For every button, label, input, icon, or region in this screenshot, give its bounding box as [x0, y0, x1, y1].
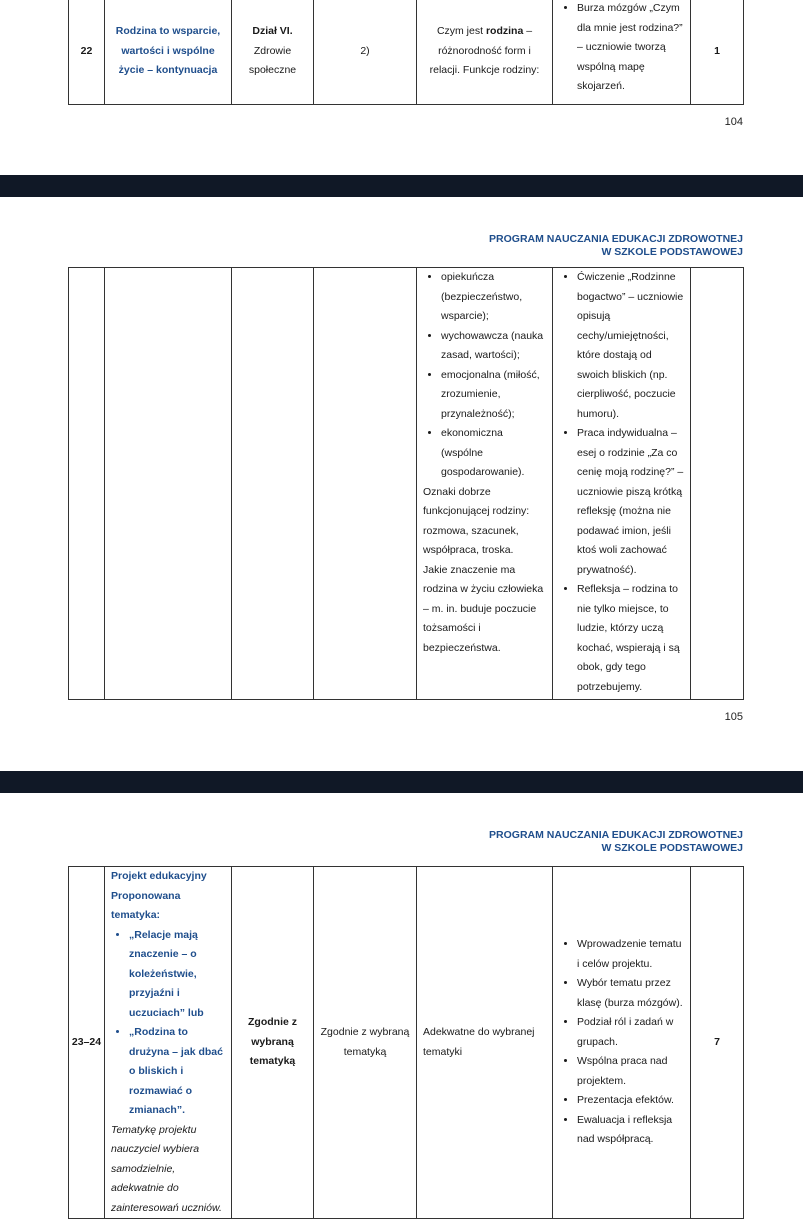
content-post: – różnorodność form i relacji. Funkcje rodziny: — [429, 25, 540, 77]
list-item: • Wybór tematu przez klasę (burza mózgów). — [577, 974, 684, 1013]
list-item: • Wprowadzenie tematu i celów projektu. — [577, 935, 684, 974]
content-cell — [417, 0, 553, 105]
header-line-2: W SZKOLE PODSTAWOWEJ — [601, 842, 743, 854]
lesson-number: 22 — [69, 0, 105, 105]
list-item: • Prezentacja efektów. — [577, 1091, 684, 1111]
project-note: Tematykę projektu nauczyciel wybiera samodzielnie, adekwatnie do zainteresowań uczniów. — [111, 1123, 222, 1214]
content-pre: Czym jest — [436, 25, 486, 38]
hours-cell: 1 — [691, 0, 744, 105]
page-header — [489, 233, 743, 259]
meaning-text: Jakie znaczenie ma rodzina w życiu człowieka – m. in. buduje poczucie tożsamości i bezpieczeństwa. — [423, 563, 544, 654]
page-separator — [0, 175, 803, 197]
project-proposed: Proponowana tematyka: — [111, 889, 181, 921]
curriculum-section — [232, 0, 314, 105]
methods-list — [559, 935, 684, 1150]
methods-cell — [553, 867, 691, 1219]
list-item: • emocjonalna (miłość, zrozumienie, przynależność); — [441, 366, 546, 425]
methods-list — [559, 268, 684, 697]
page-number: 104 — [724, 116, 743, 128]
lesson-topic: Rodzina to wsparcie, wartości i wspólne życie – kontynuacja — [105, 0, 232, 105]
signs-text: Oznaki dobrze funkcjonującej rodziny: rozmowa, szacunek, współpraca, troska. — [423, 485, 530, 556]
list-item: • Podział ról i zadań w grupach. — [577, 1013, 684, 1052]
content-cell: Adekwatne do wybranej tematyki — [417, 867, 553, 1219]
curriculum-table-page-104 — [68, 0, 744, 105]
requirement-ref: Zgodnie z wybraną tematyką — [314, 867, 417, 1219]
project-topics-list — [111, 926, 225, 1121]
page-separator — [0, 771, 803, 793]
header-line-1: PROGRAM NAUCZANIA EDUKACJI ZDROWOTNEJ — [489, 829, 743, 841]
list-item: • Wspólna praca nad projektem. — [577, 1052, 684, 1091]
list-item: • Ćwiczenie „Rodzinne bogactwo” – uczniowie opisują cechy/umiejętności, które dostają od swoich bliskich (np. cierpliwość, poczucie humoru). — [577, 268, 684, 424]
lesson-topic — [105, 268, 232, 700]
list-item: • Praca indywidualna – esej o rodzinie „Za co cenię moją rodzinę?” – uczniowie piszą krótką refleksję (można nie podawać imion, jeśli ktoś woli zachować prywatność). — [577, 424, 684, 580]
list-item: • „Rodzina to drużyna – jak dbać o bliskich i rozmawiać o zmianach”. — [129, 1023, 225, 1121]
curriculum-table-page-105 — [68, 267, 744, 700]
content-cell — [417, 268, 553, 700]
table-row — [69, 0, 744, 105]
requirement-ref: 2) — [314, 0, 417, 105]
section-name: Zdrowie społeczne — [248, 44, 297, 77]
list-item: • ekonomiczna (wspólne gospodarowanie). — [441, 424, 546, 483]
family-functions-list — [423, 268, 546, 483]
page-header — [489, 829, 743, 855]
list-item: • Refleksja – rodzina to nie tylko miejsce, to ludzie, którzy uczą kochać, wspierają i są obok, gdy tego potrzebujemy. — [577, 580, 684, 697]
list-item: • opiekuńcza (bezpieczeństwo, wsparcie); — [441, 268, 546, 327]
table-row — [69, 268, 744, 700]
methods-cell — [553, 0, 691, 105]
curriculum-section: Zgodnie z wybraną tematyką — [232, 867, 314, 1219]
curriculum-table-page-106 — [68, 866, 744, 1219]
list-item: • Burza mózgów „Czym dla mnie jest rodzina?” – uczniowie tworzą wspólną mapę skojarzeń. — [577, 0, 684, 97]
project-title: Projekt edukacyjny — [111, 870, 207, 882]
hours-cell — [691, 268, 744, 700]
hours-cell: 7 — [691, 867, 744, 1219]
methods-list — [559, 0, 684, 97]
list-item: • wychowawcza (nauka zasad, wartości); — [441, 327, 546, 366]
list-item: • „Relacje mają znaczenie – o koleżeństwie, przyjaźni i uczuciach” lub — [129, 926, 225, 1024]
table-row — [69, 867, 744, 1219]
requirement-ref — [314, 268, 417, 700]
header-line-2: W SZKOLE PODSTAWOWEJ — [601, 246, 743, 258]
section-title: Dział VI. — [252, 25, 293, 38]
content-keyword: rodzina — [485, 25, 524, 38]
curriculum-section — [232, 268, 314, 700]
page-number: 105 — [724, 711, 743, 723]
header-line-1: PROGRAM NAUCZANIA EDUKACJI ZDROWOTNEJ — [489, 233, 743, 245]
methods-cell — [553, 268, 691, 700]
lesson-number — [69, 268, 105, 700]
project-cell — [105, 867, 232, 1219]
lesson-number: 23–24 — [69, 867, 105, 1219]
list-item: • Ewaluacja i refleksja nad współpracą. — [577, 1111, 684, 1150]
